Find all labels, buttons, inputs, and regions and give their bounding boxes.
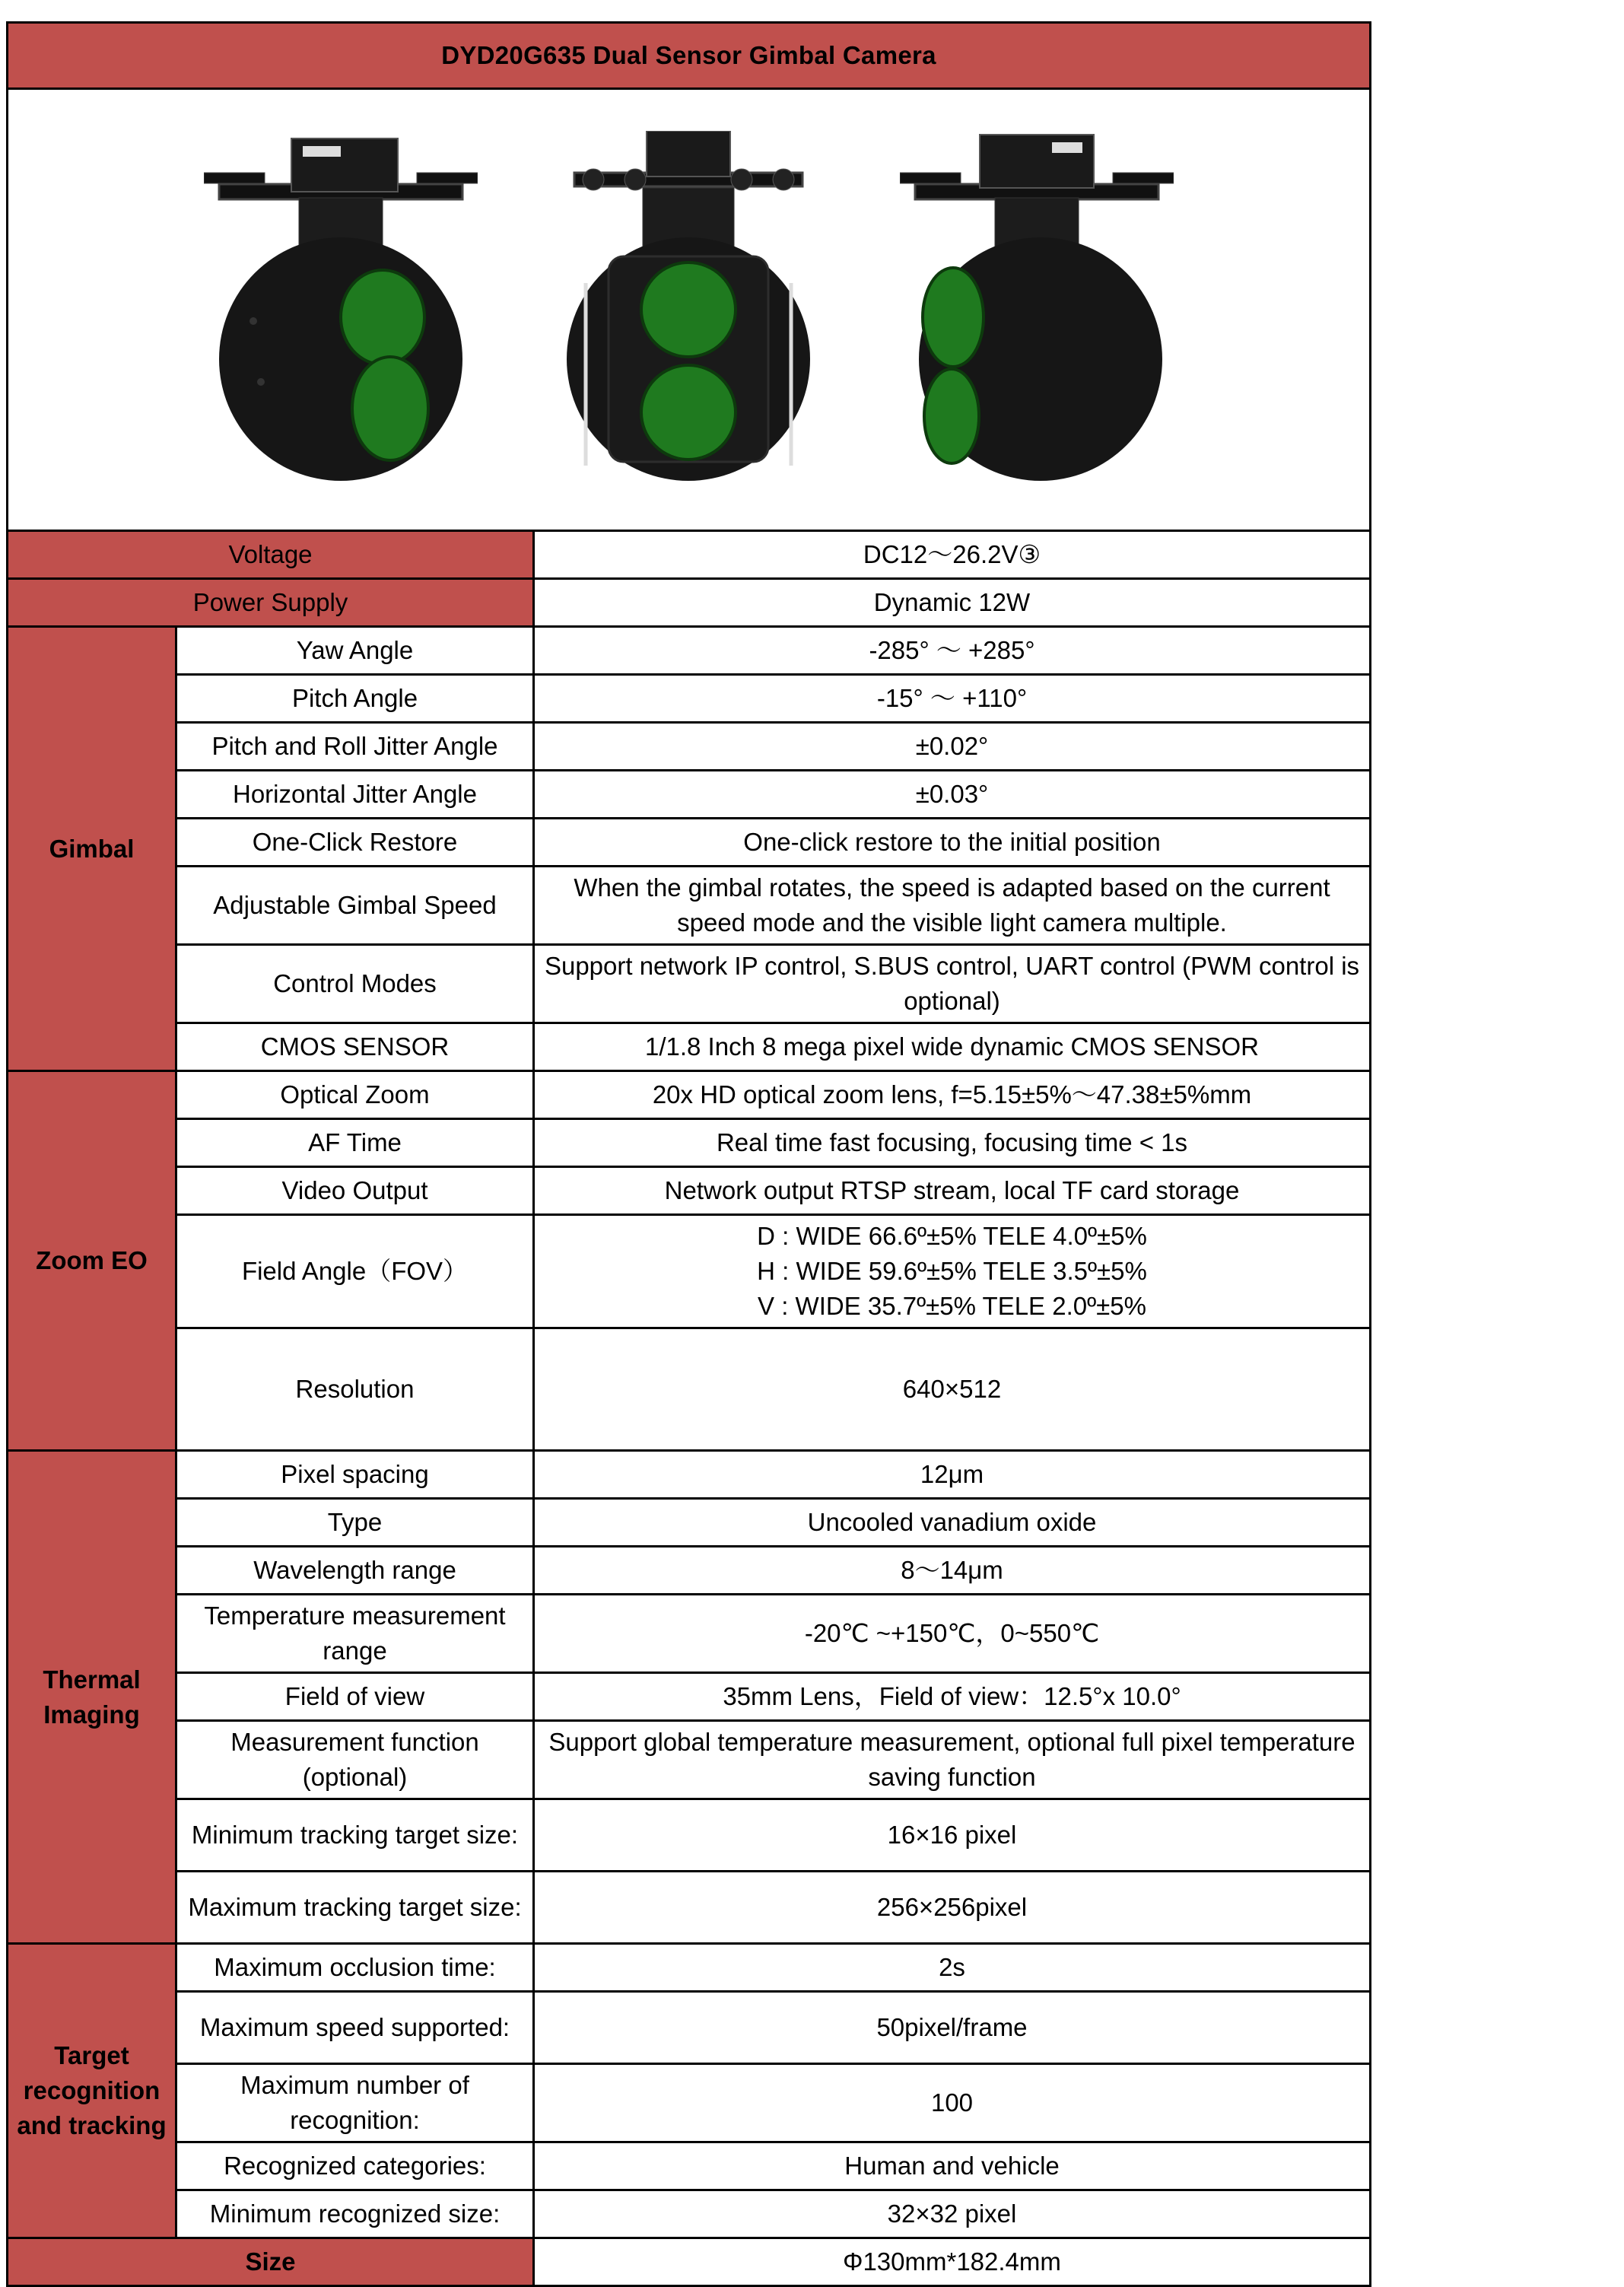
product-photos: [14, 131, 1363, 488]
spec-row: [8, 579, 1371, 627]
spec-label: Pixel spacing: [176, 1451, 534, 1499]
spec-row: [8, 627, 1371, 675]
spec-row: [8, 1673, 1371, 1721]
spec-value: 20x HD optical zoom lens, f=5.15±5%～47.38±5%mm: [534, 1071, 1371, 1119]
spec-value: -285° ～ +285°: [534, 627, 1371, 675]
spec-value: 2s: [534, 1944, 1371, 1992]
spec-value: 50pixel/frame: [534, 1992, 1371, 2064]
spec-row: [8, 1451, 1371, 1499]
spec-row: [8, 1547, 1371, 1595]
spec-row: [8, 2190, 1371, 2238]
spec-row: [8, 1167, 1371, 1215]
spec-value: DC12～26.2V③: [534, 531, 1371, 579]
spec-label: Horizontal Jitter Angle: [176, 771, 534, 819]
group-label-gimbal: Gimbal: [8, 627, 176, 1071]
spec-row: [8, 1119, 1371, 1167]
spec-label: Measurement function (optional): [176, 1721, 534, 1799]
spec-label: Yaw Angle: [176, 627, 534, 675]
spec-label: Voltage: [8, 531, 534, 579]
spec-value: 12μm: [534, 1451, 1371, 1499]
spec-value: Network output RTSP stream, local TF card storage: [534, 1167, 1371, 1215]
spec-value: Human and vehicle: [534, 2142, 1371, 2190]
spec-value: 256×256pixel: [534, 1872, 1371, 1944]
spec-row: [8, 1023, 1371, 1071]
group-label-thermal: Thermal Imaging: [8, 1451, 176, 1944]
spec-row: [8, 1328, 1371, 1451]
spec-label: Field Angle（FOV）: [176, 1215, 534, 1328]
spec-label: Temperature measurement range: [176, 1595, 534, 1673]
spec-label: Video Output: [176, 1167, 534, 1215]
spec-row: [8, 723, 1371, 771]
spec-value: 100: [534, 2064, 1371, 2142]
spec-row: [8, 819, 1371, 867]
spec-row: [8, 771, 1371, 819]
gimbal-camera-left-view: [204, 131, 478, 488]
size-label: Size: [8, 2238, 534, 2286]
photo-cell: [8, 89, 1371, 531]
spec-value: Dynamic 12W: [534, 579, 1371, 627]
spec-label: Maximum occlusion time:: [176, 1944, 534, 1992]
spec-row: [8, 1595, 1371, 1673]
spec-table: [6, 21, 1371, 2287]
gimbal-camera-right-view: [900, 131, 1174, 488]
spec-value: Uncooled vanadium oxide: [534, 1499, 1371, 1547]
spec-row: [8, 1944, 1371, 1992]
spec-row: [8, 1215, 1371, 1328]
spec-value: Support global temperature measurement, optional full pixel temperature saving function: [534, 1721, 1371, 1799]
spec-label: One-Click Restore: [176, 819, 534, 867]
fov-line-v: V : WIDE 35.7º±5% TELE 2.0º±5%: [758, 1292, 1146, 1320]
spec-label: Minimum recognized size:: [176, 2190, 534, 2238]
spec-value: When the gimbal rotates, the speed is adapted based on the current speed mode and the visible light camera multiple.: [534, 867, 1371, 945]
spec-value: 32×32 pixel: [534, 2190, 1371, 2238]
spec-label: AF Time: [176, 1119, 534, 1167]
spec-label: Recognized categories:: [176, 2142, 534, 2190]
spec-label: Maximum number of recognition:: [176, 2064, 534, 2142]
spec-label: CMOS SENSOR: [176, 1023, 534, 1071]
spec-label: Pitch Angle: [176, 675, 534, 723]
spec-value: 35mm Lens，Field of view：12.5°x 10.0°: [534, 1673, 1371, 1721]
gimbal-camera-front-view: [551, 131, 825, 488]
spec-label: Type: [176, 1499, 534, 1547]
spec-row: [8, 675, 1371, 723]
spec-row: [8, 1872, 1371, 1944]
title-row: [8, 23, 1371, 89]
spec-label: Wavelength range: [176, 1547, 534, 1595]
spec-label: Power Supply: [8, 579, 534, 627]
photo-row: [8, 89, 1371, 531]
spec-label: Maximum speed supported:: [176, 1992, 534, 2064]
spec-value: One-click restore to the initial position: [534, 819, 1371, 867]
spec-row: [8, 2064, 1371, 2142]
spec-value: -15° ～ +110°: [534, 675, 1371, 723]
spec-row: [8, 1799, 1371, 1872]
spec-label: Optical Zoom: [176, 1071, 534, 1119]
spec-value: ±0.03°: [534, 771, 1371, 819]
spec-row: [8, 867, 1371, 945]
spec-label: Maximum tracking target size:: [176, 1872, 534, 1944]
spec-row: [8, 1071, 1371, 1119]
spec-label: Field of view: [176, 1673, 534, 1721]
spec-value: ±0.02°: [534, 723, 1371, 771]
spec-row: [8, 1721, 1371, 1799]
spec-value: 1/1.8 Inch 8 mega pixel wide dynamic CMOS SENSOR: [534, 1023, 1371, 1071]
spec-value-fov: [534, 1215, 1371, 1328]
spec-row: [8, 945, 1371, 1023]
size-value: Φ130mm*182.4mm: [534, 2238, 1371, 2286]
spec-label: Control Modes: [176, 945, 534, 1023]
spec-label: Pitch and Roll Jitter Angle: [176, 723, 534, 771]
spec-value: 640×512: [534, 1328, 1371, 1451]
group-label-zoom-eo: Zoom EO: [8, 1071, 176, 1451]
spec-value: 16×16 pixel: [534, 1799, 1371, 1872]
page-title: DYD20G635 Dual Sensor Gimbal Camera: [8, 23, 1371, 89]
spec-sheet: [6, 21, 1369, 2287]
spec-row-size: [8, 2238, 1371, 2286]
group-label-target-recognition: Target recognition and tracking: [8, 1944, 176, 2238]
spec-row: [8, 1992, 1371, 2064]
spec-value: 8～14μm: [534, 1547, 1371, 1595]
fov-line-h: H : WIDE 59.6º±5% TELE 3.5º±5%: [757, 1257, 1147, 1285]
spec-value: Support network IP control, S.BUS control, UART control (PWM control is optional): [534, 945, 1371, 1023]
spec-row: [8, 2142, 1371, 2190]
spec-row: [8, 1499, 1371, 1547]
spec-label: Resolution: [176, 1328, 534, 1451]
spec-label: Minimum tracking target size:: [176, 1799, 534, 1872]
fov-line-d: D : WIDE 66.6º±5% TELE 4.0º±5%: [757, 1222, 1147, 1250]
spec-row: [8, 531, 1371, 579]
spec-label: Adjustable Gimbal Speed: [176, 867, 534, 945]
spec-value: -20℃ ~+150℃，0~550℃: [534, 1595, 1371, 1673]
spec-value: Real time fast focusing, focusing time < 1s: [534, 1119, 1371, 1167]
